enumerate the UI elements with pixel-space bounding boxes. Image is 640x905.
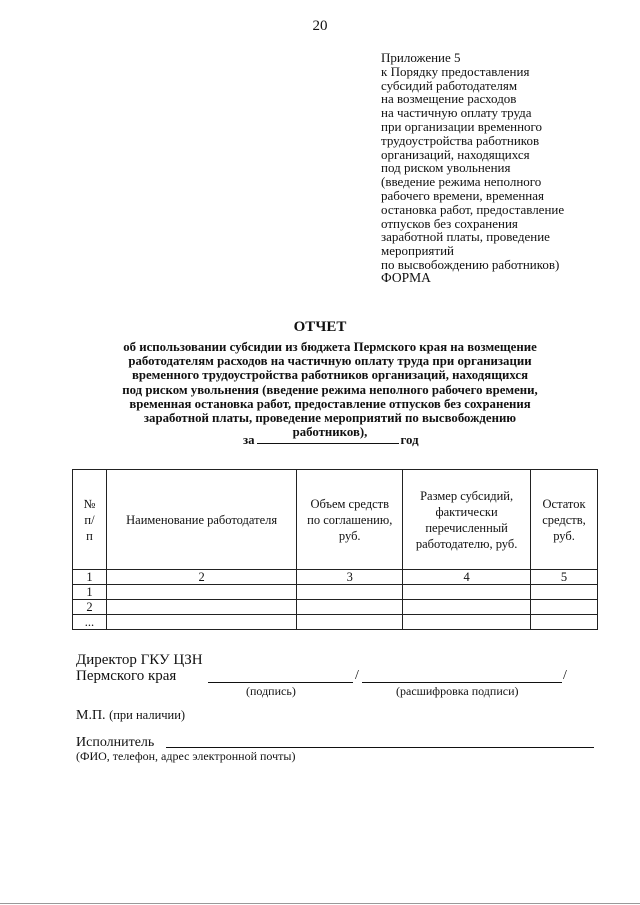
column-number: 2 [106,570,296,585]
director-title-line2: Пермского края [76,668,177,684]
appendix-line: рабочего времени, временная [381,187,545,203]
appendix-line: по высвобождению работников) [381,256,560,272]
agreement-amount-cell[interactable] [297,600,403,615]
row-number-cell: 1 [73,585,107,600]
appendix-line: заработной платы, проведение [381,229,550,245]
table-row [73,615,598,630]
remaining-funds-cell[interactable] [531,600,598,615]
page-bottom-edge [0,903,640,904]
signature-separator: / [563,668,567,683]
subsidy-transferred-cell[interactable] [403,615,531,630]
header-number: № п/п [73,470,107,570]
signature-separator: / [355,668,359,683]
signature-caption: (подпись) [246,684,296,698]
report-subtitle [40,340,620,439]
stamp-placeholder [76,708,185,724]
header-agreement-amount: Объем средств по соглашению, руб. [297,470,403,570]
subtitle-line: заработной платы, проведение мероприятий по высвобождению [143,411,517,426]
table-header-row [73,470,598,570]
appendix-block [381,51,636,272]
period-suffix: год [400,433,419,447]
executor-line[interactable] [166,747,594,748]
column-number-row [73,570,598,585]
subtitle-line: работников), [292,425,368,440]
signature-decode-caption: (расшифровка подписи) [396,684,519,698]
form-label: ФОРМА [381,270,431,285]
appendix-line: отпусков без сохранения [381,215,518,231]
appendix-line: организаций, находящихся [381,146,530,162]
period-prefix: за [243,433,255,447]
header-employer-name: Наименование работодателя [106,470,296,570]
appendix-line: трудоустройства работников [381,132,540,148]
executor-caption: (ФИО, телефон, адрес электронной почты) [76,749,296,763]
appendix-line: под риском увольнения [381,160,511,176]
appendix-line: на возмещение расходов [381,91,517,107]
column-number: 4 [403,570,531,585]
report-period [243,432,419,448]
signature-decode-line[interactable] [362,682,562,683]
employer-name-cell[interactable] [106,600,296,615]
agreement-amount-cell[interactable] [297,585,403,600]
employer-name-cell[interactable] [106,615,296,630]
director-title-line1: Директор ГКУ ЦЗН [76,652,203,668]
stamp-note: (при наличии) [109,708,186,722]
header-subsidy-transferred: Размер субсидий, фактически перечисленный работодателю, руб. [403,470,531,570]
header-remaining-funds: Остаток средств, руб. [531,470,598,570]
subtitle-line: временного трудоустройства работников организаций, находящихся [131,368,529,383]
row-number-cell: ... [73,615,107,630]
column-number: 3 [297,570,403,585]
remaining-funds-cell[interactable] [531,585,598,600]
signature-line[interactable] [208,682,353,683]
agreement-amount-cell[interactable] [297,615,403,630]
appendix-line: на частичную оплату труда [381,105,532,121]
subtitle-line: работодателям расходов на частичную оплату труда при организации [128,354,532,369]
executor-label: Исполнитель [76,735,155,750]
appendix-line: к Порядку предоставления [381,63,530,79]
stamp-label: М.П. [76,708,106,723]
subtitle-line: временная остановка работ, предоставление отпусков без сохранения [129,396,531,411]
page-number: 20 [312,18,328,34]
report-table [72,469,598,630]
column-number: 5 [531,570,598,585]
report-title: ОТЧЕТ [293,319,347,335]
table-row [73,600,598,615]
subsidy-transferred-cell[interactable] [403,585,531,600]
subsidy-transferred-cell[interactable] [403,600,531,615]
appendix-line: Приложение 5 [381,50,461,65]
employer-name-cell[interactable] [106,585,296,600]
appendix-line: мероприятий [381,243,454,259]
remaining-funds-cell[interactable] [531,615,598,630]
column-number: 1 [73,570,107,585]
subtitle-line: под риском увольнения (введение режима неполного рабочего времени, [122,382,538,397]
appendix-line: субсидий работодателям [381,77,518,93]
appendix-line: (введение режима неполного [381,174,542,190]
subtitle-line: об использовании субсидии из бюджета Пермского края на возмещение [123,340,537,354]
appendix-line: остановка работ, предоставление [381,201,565,217]
row-number-cell: 2 [73,600,107,615]
table-row [73,585,598,600]
period-year-blank[interactable] [257,432,399,444]
director-title [76,652,203,684]
appendix-line: при организации временного [381,118,543,134]
